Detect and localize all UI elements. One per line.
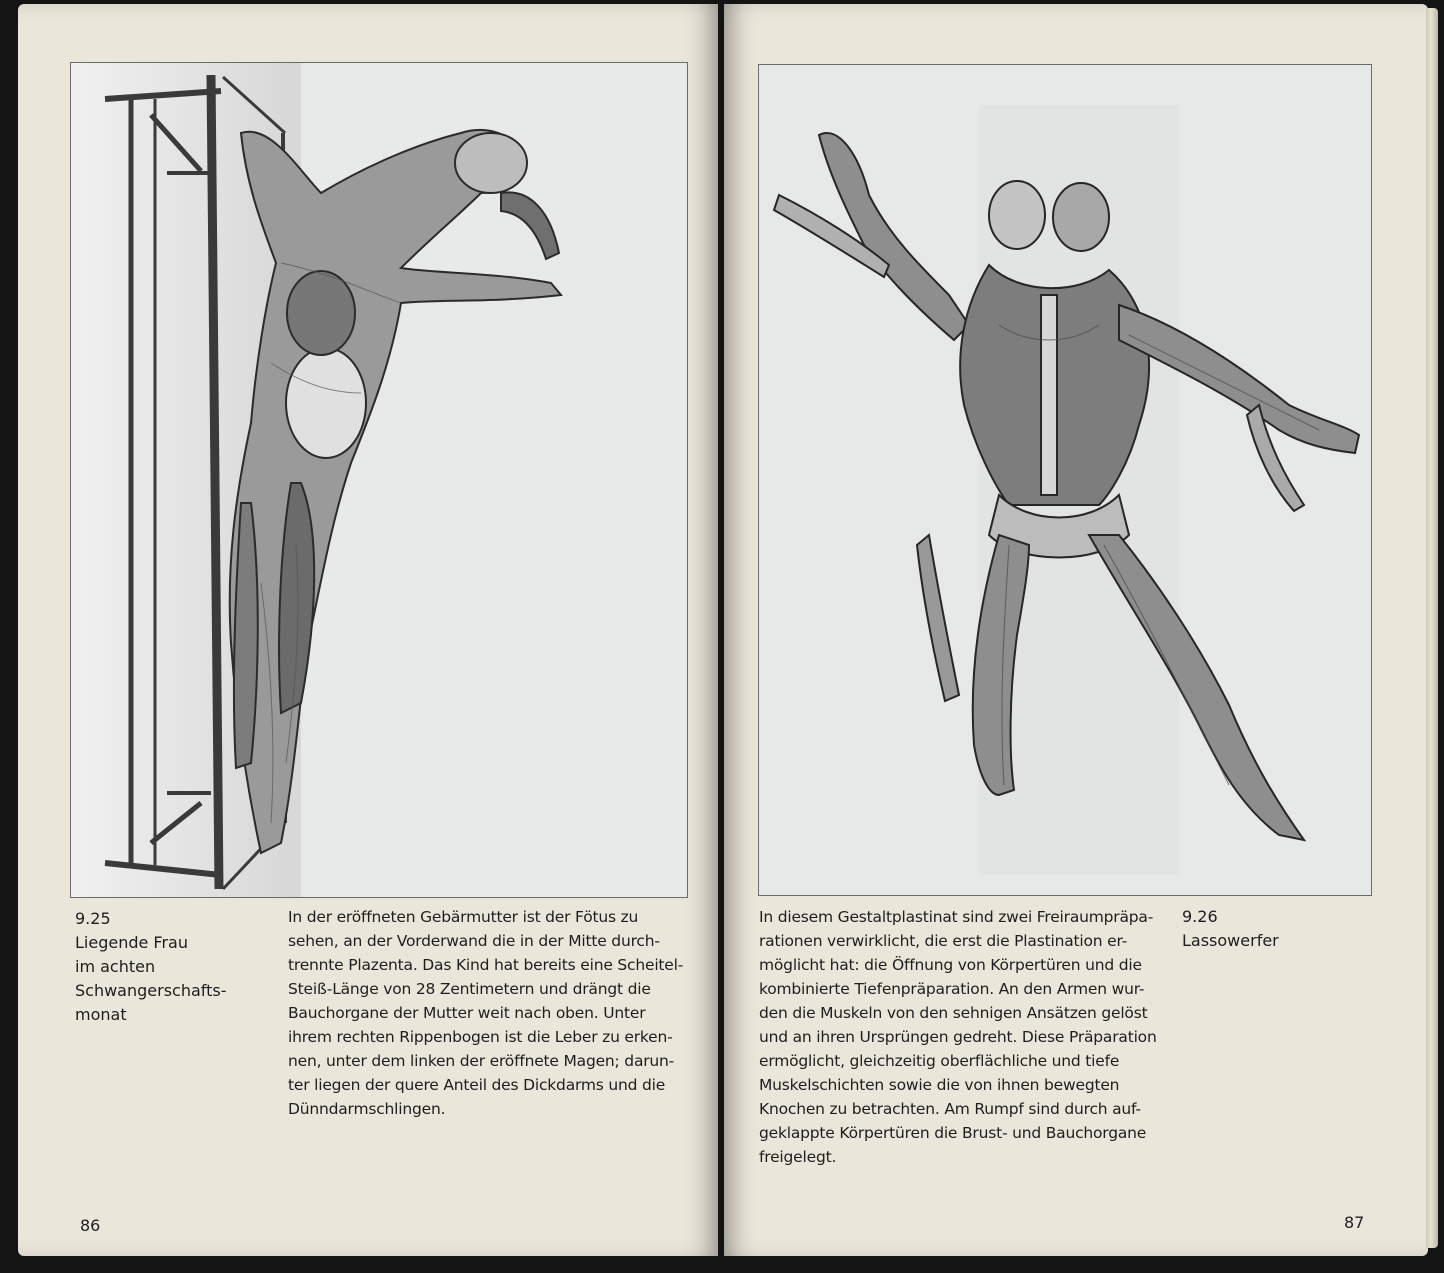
figure-title-line: Schwangerschafts- [75, 981, 227, 1000]
text-line: rationen verwirklicht, die erst die Plastination er- [759, 932, 1128, 950]
figure-description [759, 905, 1157, 1169]
figure-title-line: Liegende Frau [75, 933, 188, 952]
text-line: ermöglicht, gleichzeitig oberflächliche und tiefe [759, 1052, 1120, 1070]
left-page [18, 4, 718, 1256]
right-page [724, 4, 1428, 1256]
text-line: kombinierte Tiefenpräparation. An den Armen wur- [759, 980, 1145, 998]
figure-title [75, 931, 245, 1027]
figure-title-line: monat [75, 1005, 127, 1024]
plastinate-photo-reclining-woman [70, 62, 688, 898]
plastinate-photo-lasso-thrower [758, 64, 1372, 896]
text-line: freigelegt. [759, 1148, 837, 1166]
figure-title: Lassowerfer [1182, 931, 1279, 950]
text-line: ter liegen der quere Anteil des Dickdarms und die [288, 1076, 666, 1094]
text-line: In diesem Gestaltplastinat sind zwei Freiraumpräpa- [759, 908, 1154, 926]
figure-number: 9.25 [75, 909, 111, 928]
figure-title-line: im achten [75, 957, 156, 976]
text-line: ihrem rechten Rippenbogen ist die Leber zu erken- [288, 1028, 673, 1046]
text-line: möglicht hat: die Öffnung von Körpertüren und die [759, 956, 1142, 974]
text-line: Bauchorgane der Mutter weit nach oben. Unter [288, 1004, 646, 1022]
text-line: Dünndarmschlingen. [288, 1100, 446, 1118]
text-line: Steiß-Länge von 28 Zentimetern und drängt die [288, 980, 651, 998]
text-line: Knochen zu betrachten. Am Rumpf sind durch auf- [759, 1100, 1141, 1118]
text-line: geklappte Körpertüren die Brust- und Bauchorgane [759, 1124, 1147, 1142]
figure-description [288, 905, 683, 1121]
text-line: In der eröffneten Gebärmutter ist der Fötus zu [288, 908, 639, 926]
page-number: 86 [80, 1216, 101, 1235]
text-line: nen, unter dem linken der eröffnete Magen; darun- [288, 1052, 675, 1070]
page-number: 87 [1344, 1213, 1365, 1232]
text-line: sehen, an der Vorderwand die in der Mitte durch- [288, 932, 660, 950]
text-line: und an ihren Ursprüngen gedreht. Diese Präparation [759, 1028, 1157, 1046]
text-line: trennte Plazenta. Das Kind hat bereits eine Scheitel- [288, 956, 684, 974]
text-line: den die Muskeln von den sehnigen Ansätzen gelöst [759, 1004, 1148, 1022]
figure-number: 9.26 [1182, 907, 1218, 926]
text-line: Muskelschichten sowie die von ihnen bewegten [759, 1076, 1120, 1094]
book-page-edges [1426, 8, 1438, 1248]
